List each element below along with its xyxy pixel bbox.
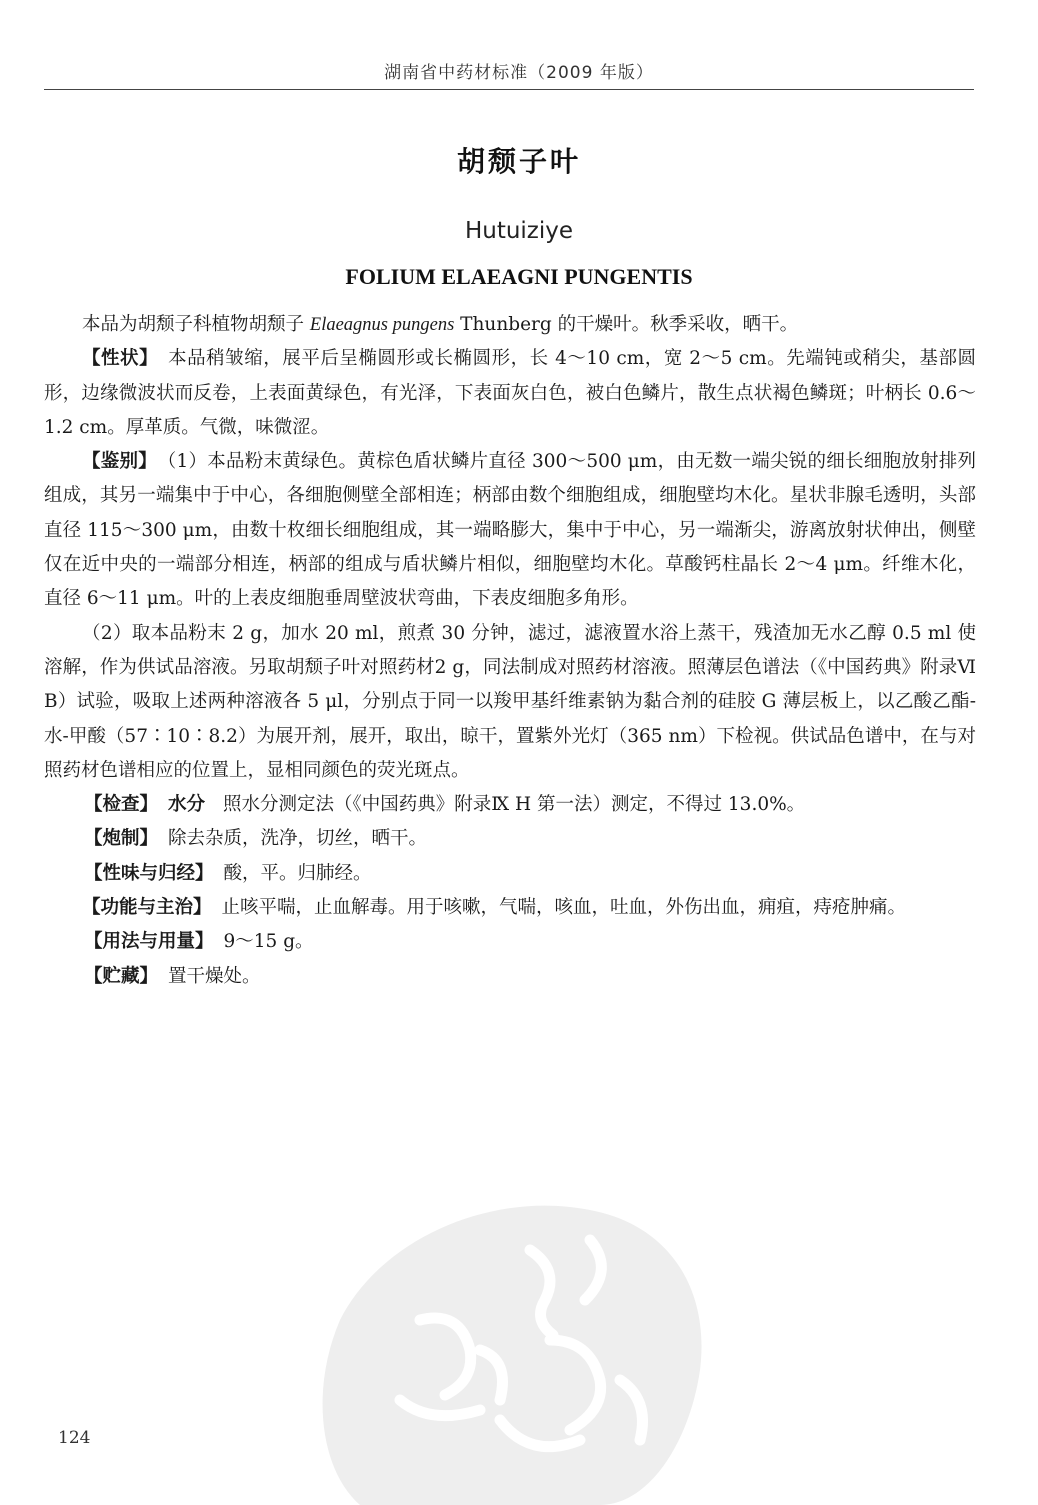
- identification-text-1: （1）本品粉末黄绿色。黄棕色盾状鳞片直径 300～500 μm，由无数一端尖锐的细长细胞放射排列组成，其另一端集中于中心，各细胞侧壁全部相连；柄部由数个细胞组成，细胞壁均木化。星状非腺毛透明，头部直径 115～300 μm，由数十枚细长细胞组成，其一端略膨大，集中于中心，另一端渐尖，游离放射状伸出，侧壁仅在近中央的一端部分相连，柄部的组成与盾状鳞片相似，细胞壁均木化。草酸钙柱晶长 2～4 μm。纤维木化，直径 6～11 μm。叶的上表皮细胞垂周壁波状弯曲，下表皮细胞多角形。: [44, 451, 976, 610]
- processing-paragraph: [44, 822, 976, 856]
- monograph-body: [44, 308, 976, 994]
- storage-paragraph: [44, 960, 976, 994]
- function-text: 止咳平喘，止血解毒。用于咳嗽，气喘，咳血，吐血，外伤出血，痈疽，痔疮肿痛。: [221, 897, 907, 919]
- latin-name: FOLIUM ELAEAGNI PUNGENTIS: [345, 264, 693, 289]
- description-text: 本品稍皱缩，展平后呈椭圆形或长椭圆形，长 4～10 cm，宽 2～5 cm。先端钝或稍尖，基部圆形，边缘微波状而反卷，上表面黄绿色，有光泽，下表面灰白色，被白色鳞片，散生点状褐色鳞斑；叶柄长 0.6～1.2 cm。厚革质。气微，味微涩。: [44, 348, 976, 438]
- dosage-label: 【用法与用量】: [84, 931, 214, 953]
- dosage-paragraph: [44, 925, 976, 959]
- function-label: 【功能与主治】: [82, 897, 212, 919]
- identification-text-2: （2）取本品粉末 2 g，加水 20 ml，煎煮 30 分钟，滤过，滤液置水浴上蒸干，残渣加无水乙醇 0.5 ml 使溶解，作为供试品溶液。另取胡颓子叶对照药材2 g，同法制成对照药材溶液。照薄层色谱法（《中国药典》附录Ⅵ B）试验，吸取上述两种溶液各 5 μl，分别点于同一以羧甲基纤维素钠为黏合剂的硅胶 G 薄层板上，以乙酸乙酯-水-甲酸（57∶10∶8.2）为展开剂，展开，取出，晾干，置紫外光灯（365 nm）下检视。供试品色谱中，在与对照药材色谱相应的位置上，显相同颜色的荧光斑点。: [44, 622, 976, 781]
- watermark-seal: [300, 1170, 720, 1505]
- moisture-label: 水分: [168, 794, 206, 816]
- running-header: 湖南省中药材标准（2009 年版）: [384, 63, 654, 83]
- identification-label: 【鉴别】: [82, 451, 157, 473]
- storage-text: 置干燥处。: [168, 965, 261, 987]
- identification-paragraph-2: [44, 617, 976, 788]
- dosage-text: 9～15 g。: [223, 931, 314, 953]
- description-paragraph: [44, 342, 976, 445]
- source-text-after: Thunberg 的干燥叶。秋季采收，晒干。: [454, 314, 799, 335]
- examination-text: 照水分测定法（《中国药典》附录Ⅸ H 第一法）测定，不得过 13.0%。: [223, 794, 806, 816]
- header-rule: [44, 89, 974, 90]
- examination-label: 【检查】: [84, 794, 159, 816]
- page-number: 124: [58, 1428, 91, 1448]
- description-label: 【性状】: [82, 348, 159, 370]
- species-name: Elaeagnus pungens: [309, 315, 455, 335]
- storage-label: 【贮藏】: [84, 965, 159, 987]
- function-paragraph: [44, 891, 976, 925]
- identification-paragraph-1: [44, 445, 976, 616]
- processing-label: 【炮制】: [84, 828, 159, 850]
- monograph-title: 胡颓子叶: [456, 145, 581, 178]
- pinyin-name: Hutuiziye: [464, 218, 574, 244]
- nature-label: 【性味与归经】: [84, 862, 214, 884]
- nature-paragraph: [44, 857, 976, 891]
- nature-text: 酸，平。归肺经。: [223, 862, 372, 884]
- examination-paragraph: [44, 788, 976, 822]
- processing-text: 除去杂质，洗净，切丝，晒干。: [168, 828, 428, 850]
- source-text-before: 本品为胡颓子科植物胡颓子: [82, 314, 310, 335]
- source-paragraph: [44, 308, 976, 342]
